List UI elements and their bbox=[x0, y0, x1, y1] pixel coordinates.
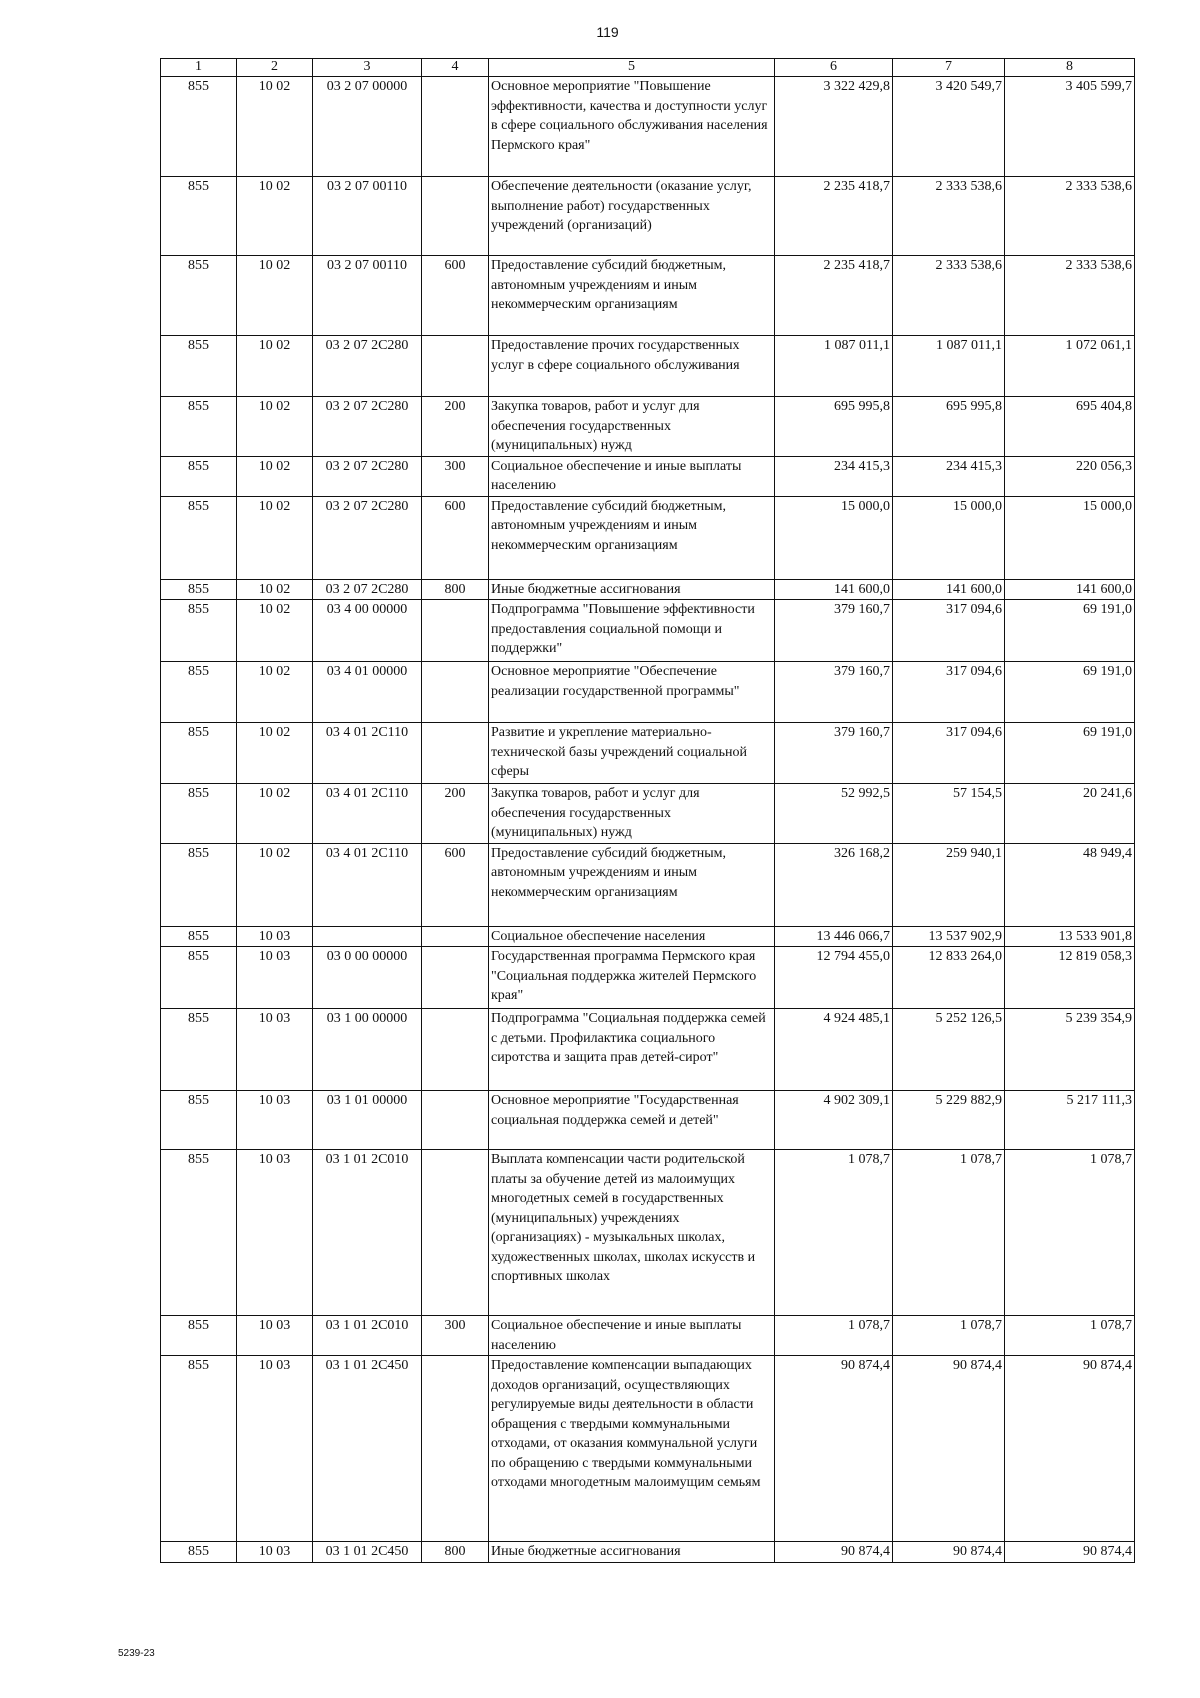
cell-code: 03 2 07 00110 bbox=[313, 177, 422, 256]
cell-code: 03 2 07 2С280 bbox=[313, 456, 422, 496]
cell-expense-type bbox=[422, 662, 489, 723]
cell-value-6: 90 874,4 bbox=[775, 1356, 893, 1542]
cell-value-6: 379 160,7 bbox=[775, 662, 893, 723]
cell-code: 03 0 00 00000 bbox=[313, 947, 422, 1009]
cell-col1: 855 bbox=[161, 843, 237, 926]
cell-value-6: 1 078,7 bbox=[775, 1316, 893, 1356]
cell-code: 03 4 00 00000 bbox=[313, 600, 422, 662]
cell-value-6: 13 446 066,7 bbox=[775, 926, 893, 947]
table-row bbox=[161, 1542, 1135, 1563]
column-header-2: 2 bbox=[237, 59, 313, 77]
table-row bbox=[161, 1009, 1135, 1091]
cell-description: Предоставление субсидий бюджетным, автономным учреждениям и иным некоммерческим организациям bbox=[489, 496, 775, 579]
cell-col1: 855 bbox=[161, 177, 237, 256]
cell-value-8: 2 333 538,6 bbox=[1005, 256, 1135, 336]
cell-col2: 10 02 bbox=[237, 77, 313, 177]
cell-code: 03 2 07 00000 bbox=[313, 77, 422, 177]
cell-value-8: 69 191,0 bbox=[1005, 723, 1135, 784]
cell-code: 03 4 01 2С110 bbox=[313, 784, 422, 844]
cell-description: Подпрограмма "Повышение эффективности предоставления социальной помощи и поддержки" bbox=[489, 600, 775, 662]
cell-col2: 10 03 bbox=[237, 1009, 313, 1091]
cell-code: 03 1 01 2С010 bbox=[313, 1316, 422, 1356]
cell-col2: 10 02 bbox=[237, 662, 313, 723]
cell-expense-type bbox=[422, 600, 489, 662]
cell-col1: 855 bbox=[161, 723, 237, 784]
cell-value-6: 12 794 455,0 bbox=[775, 947, 893, 1009]
table-row bbox=[161, 947, 1135, 1009]
cell-expense-type: 300 bbox=[422, 1316, 489, 1356]
cell-value-7: 15 000,0 bbox=[893, 496, 1005, 579]
cell-code: 03 4 01 2С110 bbox=[313, 723, 422, 784]
cell-value-6: 90 874,4 bbox=[775, 1542, 893, 1563]
cell-value-8: 13 533 901,8 bbox=[1005, 926, 1135, 947]
cell-expense-type: 800 bbox=[422, 1542, 489, 1563]
cell-code: 03 2 07 2С280 bbox=[313, 336, 422, 397]
cell-expense-type bbox=[422, 1009, 489, 1091]
cell-value-7: 12 833 264,0 bbox=[893, 947, 1005, 1009]
table-row bbox=[161, 177, 1135, 256]
cell-value-8: 220 056,3 bbox=[1005, 456, 1135, 496]
cell-code: 03 1 01 2С010 bbox=[313, 1150, 422, 1316]
cell-description: Основное мероприятие "Обеспечение реализации государственной программы" bbox=[489, 662, 775, 723]
cell-value-7: 2 333 538,6 bbox=[893, 256, 1005, 336]
cell-value-7: 3 420 549,7 bbox=[893, 77, 1005, 177]
cell-col2: 10 03 bbox=[237, 947, 313, 1009]
cell-col1: 855 bbox=[161, 336, 237, 397]
table-row bbox=[161, 1091, 1135, 1150]
cell-expense-type bbox=[422, 77, 489, 177]
cell-value-6: 379 160,7 bbox=[775, 600, 893, 662]
cell-value-8: 141 600,0 bbox=[1005, 579, 1135, 600]
cell-value-7: 1 087 011,1 bbox=[893, 336, 1005, 397]
cell-value-6: 1 087 011,1 bbox=[775, 336, 893, 397]
column-header-4: 4 bbox=[422, 59, 489, 77]
cell-description: Подпрограмма "Социальная поддержка семей с детьми. Профилактика социального сиротства и защита прав детей-сирот" bbox=[489, 1009, 775, 1091]
cell-expense-type: 200 bbox=[422, 397, 489, 457]
cell-code: 03 4 01 00000 bbox=[313, 662, 422, 723]
table-row bbox=[161, 1150, 1135, 1316]
cell-col1: 855 bbox=[161, 579, 237, 600]
cell-col2: 10 02 bbox=[237, 723, 313, 784]
cell-value-7: 5 252 126,5 bbox=[893, 1009, 1005, 1091]
cell-value-7: 234 415,3 bbox=[893, 456, 1005, 496]
cell-col1: 855 bbox=[161, 1009, 237, 1091]
cell-expense-type bbox=[422, 1150, 489, 1316]
cell-description: Закупка товаров, работ и услуг для обеспечения государственных (муниципальных) нужд bbox=[489, 784, 775, 844]
cell-code: 03 1 01 2С450 bbox=[313, 1542, 422, 1563]
table-row bbox=[161, 336, 1135, 397]
cell-expense-type: 600 bbox=[422, 256, 489, 336]
cell-col2: 10 02 bbox=[237, 456, 313, 496]
cell-col1: 855 bbox=[161, 397, 237, 457]
table-row bbox=[161, 662, 1135, 723]
cell-value-6: 3 322 429,8 bbox=[775, 77, 893, 177]
cell-value-8: 3 405 599,7 bbox=[1005, 77, 1135, 177]
cell-value-7: 90 874,4 bbox=[893, 1356, 1005, 1542]
cell-value-7: 317 094,6 bbox=[893, 600, 1005, 662]
cell-value-8: 48 949,4 bbox=[1005, 843, 1135, 926]
table-row bbox=[161, 926, 1135, 947]
cell-value-8: 2 333 538,6 bbox=[1005, 177, 1135, 256]
cell-description: Основное мероприятие "Повышение эффективности, качества и доступности услуг в сфере социального обслуживания населения Пермского края" bbox=[489, 77, 775, 177]
cell-col1: 855 bbox=[161, 1356, 237, 1542]
cell-description: Государственная программа Пермского края "Социальная поддержка жителей Пермского края" bbox=[489, 947, 775, 1009]
cell-value-6: 15 000,0 bbox=[775, 496, 893, 579]
cell-value-7: 695 995,8 bbox=[893, 397, 1005, 457]
cell-value-8: 5 217 111,3 bbox=[1005, 1091, 1135, 1150]
table-row bbox=[161, 496, 1135, 579]
table-body bbox=[161, 77, 1135, 1563]
cell-col2: 10 03 bbox=[237, 1356, 313, 1542]
cell-col1: 855 bbox=[161, 926, 237, 947]
cell-value-8: 1 072 061,1 bbox=[1005, 336, 1135, 397]
cell-value-7: 141 600,0 bbox=[893, 579, 1005, 600]
cell-code: 03 2 07 2С280 bbox=[313, 496, 422, 579]
cell-col1: 855 bbox=[161, 1542, 237, 1563]
column-header-6: 6 bbox=[775, 59, 893, 77]
cell-value-7: 57 154,5 bbox=[893, 784, 1005, 844]
cell-expense-type: 600 bbox=[422, 843, 489, 926]
cell-value-6: 4 902 309,1 bbox=[775, 1091, 893, 1150]
cell-value-7: 5 229 882,9 bbox=[893, 1091, 1005, 1150]
cell-value-7: 317 094,6 bbox=[893, 723, 1005, 784]
cell-value-6: 4 924 485,1 bbox=[775, 1009, 893, 1091]
cell-col1: 855 bbox=[161, 662, 237, 723]
cell-description: Выплата компенсации части родительской платы за обучение детей из малоимущих многодетных семей в государственных (муниципальных) учреждениях (организациях) - музыкальных школах, художественных школах, школах искусств и спортивных школах bbox=[489, 1150, 775, 1316]
cell-description: Развитие и укрепление материально-технической базы учреждений социальной сферы bbox=[489, 723, 775, 784]
cell-description: Социальное обеспечение населения bbox=[489, 926, 775, 947]
cell-expense-type bbox=[422, 336, 489, 397]
cell-code bbox=[313, 926, 422, 947]
cell-description: Обеспечение деятельности (оказание услуг, выполнение работ) государственных учреждений (организаций) bbox=[489, 177, 775, 256]
cell-value-8: 90 874,4 bbox=[1005, 1542, 1135, 1563]
cell-value-7: 1 078,7 bbox=[893, 1150, 1005, 1316]
cell-col1: 855 bbox=[161, 784, 237, 844]
cell-code: 03 4 01 2С110 bbox=[313, 843, 422, 926]
cell-value-8: 20 241,6 bbox=[1005, 784, 1135, 844]
cell-value-6: 2 235 418,7 bbox=[775, 177, 893, 256]
cell-expense-type: 200 bbox=[422, 784, 489, 844]
page-number: 119 bbox=[596, 24, 619, 40]
table-row bbox=[161, 723, 1135, 784]
column-header-7: 7 bbox=[893, 59, 1005, 77]
cell-value-8: 15 000,0 bbox=[1005, 496, 1135, 579]
cell-col1: 855 bbox=[161, 1150, 237, 1316]
cell-col2: 10 02 bbox=[237, 496, 313, 579]
cell-value-8: 12 819 058,3 bbox=[1005, 947, 1135, 1009]
cell-expense-type bbox=[422, 177, 489, 256]
table-row bbox=[161, 784, 1135, 844]
cell-code: 03 1 01 2С450 bbox=[313, 1356, 422, 1542]
cell-col1: 855 bbox=[161, 1091, 237, 1150]
document-code: 5239-23 bbox=[118, 1648, 155, 1659]
cell-value-8: 69 191,0 bbox=[1005, 662, 1135, 723]
cell-value-6: 2 235 418,7 bbox=[775, 256, 893, 336]
cell-col2: 10 03 bbox=[237, 1316, 313, 1356]
cell-description: Предоставление субсидий бюджетным, автономным учреждениям и иным некоммерческим организациям bbox=[489, 256, 775, 336]
cell-description: Предоставление субсидий бюджетным, автономным учреждениям и иным некоммерческим организациям bbox=[489, 843, 775, 926]
cell-value-6: 141 600,0 bbox=[775, 579, 893, 600]
cell-expense-type bbox=[422, 1091, 489, 1150]
cell-value-6: 326 168,2 bbox=[775, 843, 893, 926]
cell-value-7: 1 078,7 bbox=[893, 1316, 1005, 1356]
cell-value-7: 259 940,1 bbox=[893, 843, 1005, 926]
table-row bbox=[161, 397, 1135, 457]
cell-expense-type bbox=[422, 947, 489, 1009]
table-row bbox=[161, 600, 1135, 662]
column-header-1: 1 bbox=[161, 59, 237, 77]
cell-expense-type bbox=[422, 1356, 489, 1542]
cell-value-7: 2 333 538,6 bbox=[893, 177, 1005, 256]
cell-value-8: 69 191,0 bbox=[1005, 600, 1135, 662]
cell-value-6: 234 415,3 bbox=[775, 456, 893, 496]
cell-code: 03 1 01 00000 bbox=[313, 1091, 422, 1150]
cell-col2: 10 03 bbox=[237, 1091, 313, 1150]
cell-description: Предоставление прочих государственных услуг в сфере социального обслуживания bbox=[489, 336, 775, 397]
cell-col2: 10 03 bbox=[237, 926, 313, 947]
cell-expense-type bbox=[422, 723, 489, 784]
cell-col2: 10 02 bbox=[237, 256, 313, 336]
cell-value-8: 90 874,4 bbox=[1005, 1356, 1135, 1542]
cell-value-8: 1 078,7 bbox=[1005, 1316, 1135, 1356]
cell-description: Закупка товаров, работ и услуг для обеспечения государственных (муниципальных) нужд bbox=[489, 397, 775, 457]
cell-col1: 855 bbox=[161, 947, 237, 1009]
cell-expense-type: 600 bbox=[422, 496, 489, 579]
cell-description: Иные бюджетные ассигнования bbox=[489, 579, 775, 600]
cell-col2: 10 02 bbox=[237, 397, 313, 457]
cell-value-6: 379 160,7 bbox=[775, 723, 893, 784]
cell-expense-type: 800 bbox=[422, 579, 489, 600]
cell-value-7: 90 874,4 bbox=[893, 1542, 1005, 1563]
table-row bbox=[161, 77, 1135, 177]
cell-col2: 10 02 bbox=[237, 336, 313, 397]
table-row bbox=[161, 843, 1135, 926]
cell-col1: 855 bbox=[161, 77, 237, 177]
cell-col1: 855 bbox=[161, 1316, 237, 1356]
cell-value-8: 5 239 354,9 bbox=[1005, 1009, 1135, 1091]
cell-col2: 10 02 bbox=[237, 600, 313, 662]
cell-col2: 10 02 bbox=[237, 177, 313, 256]
cell-value-8: 695 404,8 bbox=[1005, 397, 1135, 457]
cell-code: 03 2 07 2С280 bbox=[313, 397, 422, 457]
cell-col2: 10 02 bbox=[237, 843, 313, 926]
table-row bbox=[161, 1356, 1135, 1542]
cell-value-7: 317 094,6 bbox=[893, 662, 1005, 723]
column-header-8: 8 bbox=[1005, 59, 1135, 77]
cell-description: Иные бюджетные ассигнования bbox=[489, 1542, 775, 1563]
cell-col1: 855 bbox=[161, 256, 237, 336]
cell-value-6: 695 995,8 bbox=[775, 397, 893, 457]
column-header-3: 3 bbox=[313, 59, 422, 77]
table-row bbox=[161, 579, 1135, 600]
cell-code: 03 2 07 00110 bbox=[313, 256, 422, 336]
budget-table bbox=[160, 58, 1135, 1563]
cell-value-6: 1 078,7 bbox=[775, 1150, 893, 1316]
cell-col2: 10 02 bbox=[237, 784, 313, 844]
cell-description: Социальное обеспечение и иные выплаты населению bbox=[489, 456, 775, 496]
cell-col2: 10 02 bbox=[237, 579, 313, 600]
header-row bbox=[161, 59, 1135, 77]
cell-expense-type: 300 bbox=[422, 456, 489, 496]
cell-expense-type bbox=[422, 926, 489, 947]
cell-col1: 855 bbox=[161, 600, 237, 662]
cell-code: 03 2 07 2С280 bbox=[313, 579, 422, 600]
cell-value-8: 1 078,7 bbox=[1005, 1150, 1135, 1316]
cell-col2: 10 03 bbox=[237, 1150, 313, 1316]
cell-col1: 855 bbox=[161, 456, 237, 496]
cell-value-7: 13 537 902,9 bbox=[893, 926, 1005, 947]
table-row bbox=[161, 456, 1135, 496]
column-header-5: 5 bbox=[489, 59, 775, 77]
cell-code: 03 1 00 00000 bbox=[313, 1009, 422, 1091]
cell-col1: 855 bbox=[161, 496, 237, 579]
cell-description: Социальное обеспечение и иные выплаты населению bbox=[489, 1316, 775, 1356]
table-row bbox=[161, 1316, 1135, 1356]
table-row bbox=[161, 256, 1135, 336]
cell-value-6: 52 992,5 bbox=[775, 784, 893, 844]
cell-col2: 10 03 bbox=[237, 1542, 313, 1563]
cell-description: Основное мероприятие "Государственная социальная поддержка семей и детей" bbox=[489, 1091, 775, 1150]
cell-description: Предоставление компенсации выпадающих доходов организаций, осуществляющих регулируемые виды деятельности в области обращения с твердыми коммунальными отходами, от оказания коммунальной услуги по обращению с твердыми коммунальными отходами многодетным малоимущим семьям bbox=[489, 1356, 775, 1542]
